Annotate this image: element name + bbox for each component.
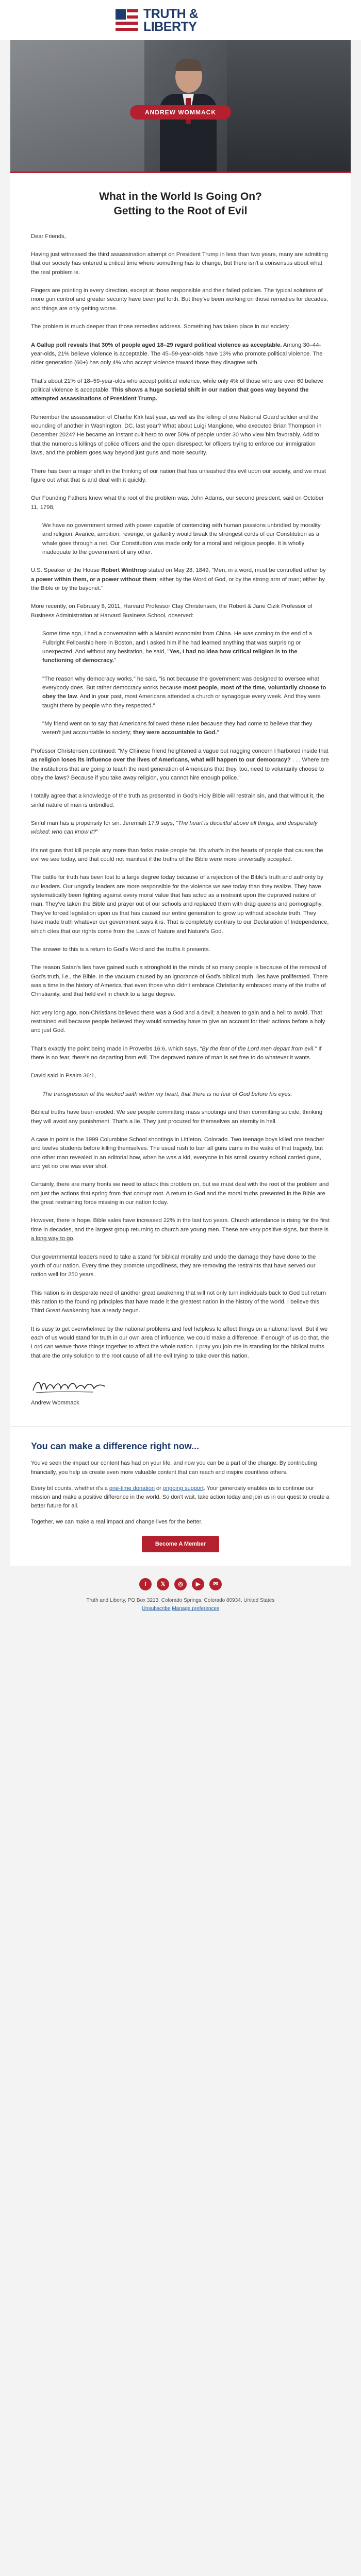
email-icon[interactable]: ✉: [209, 1578, 222, 1590]
truth-and-liberty-logo[interactable]: [116, 6, 245, 35]
flag-icon: [116, 9, 138, 32]
paragraph: David said in Psalm 36:1,: [31, 1073, 96, 1079]
paragraph: Professor Christensen continued: "My Chinese friend heightened a vague but nagging concern I harbored inside that as religion loses its influence over the lives of Americans, what will happen to our democracy? . . . Where are the institutions that are going to teach the next generation of Americans that they, too, need to voluntarily choose to obey the laws? Because if you take away religion, you cannot hire enough police.": [31, 748, 329, 781]
facebook-icon[interactable]: f: [139, 1578, 152, 1590]
logo-line-2: LIBERTY: [143, 20, 197, 34]
paragraph: The answer to this is a return to God's Word and the truths it presents.: [31, 946, 210, 953]
manage-preferences-link[interactable]: Manage preferences: [172, 1605, 220, 1612]
mailing-address: Truth and Liberty, PO Box 3213, Colorado Springs, Colorado 80934, United States: [86, 1597, 275, 1603]
paragraph: Biblical truths have been eroded. We see people committing mass shootings and then committing suicide; thinking they will avoid any punishment. That's a lie. They just procured for themselves an eternity in hell.: [31, 1109, 323, 1125]
become-a-member-button[interactable]: Become A Member: [142, 1536, 219, 1552]
greeting: Dear Friends,: [31, 233, 66, 240]
unsubscribe-link[interactable]: Unsubscribe: [141, 1605, 171, 1612]
speaker-nameplate: [130, 105, 231, 120]
article-title-line-2: Getting to the Root of Evil: [113, 205, 248, 217]
psalm-quote: The transgression of the wicked saith within my heart, that there is no fear of God before his eyes.: [42, 1091, 292, 1097]
paragraph: More recently, on February 8, 2011, Harvard Professor Clay Christensen, the Robert & Jane Cizik Professor of Business Administration at Harvard Business School, observed:: [31, 603, 313, 619]
youtube-icon[interactable]: ▶: [192, 1578, 204, 1590]
christensen-quote-2: "The reason why democracy works," he said, "is not because the government was designed to oversee what everybody does. But rather democracy works because most people, most of the time, voluntarily choose to obey the law. And in your past, most Americans attended a church or synagogue every week. And they were taught there by people who they respected.": [42, 675, 326, 709]
one-time-donation-link[interactable]: one-time donation: [109, 1485, 155, 1492]
paragraph: Certainly, there are many fronts we need to attack this problem on, but we must deal with the root of the problem and not just the actions that spring from that corrupt root. A return to God and the moral truths presented in the Bible are the great restraining force missing in our nation today.: [31, 1181, 329, 1206]
hero-image: [10, 40, 351, 173]
paragraph: U.S. Speaker of the House Robert Winthrop stated on May 28, 1849, "Men, in a word, must be controlled either by a power within them, or a power without them; either by the Word of God, or by the strong arm of man; either by the Bible or by the bayonet.": [31, 567, 326, 592]
adams-quote: We have no government armed with power capable of contending with human passions unbridled by morality and religion. Avarice, ambition, revenge, or gallantry would break the strongest cords of our Constitution as a whale goes through a net. Our Constitution was made only for a moral and religious people. It is wholly inadequate to the government of any other.: [42, 522, 321, 556]
handwritten-signature: [31, 1376, 108, 1396]
paragraph: That's about 21% of 18–59-year-olds who accept political violence, while only 4% of those who are over 60 believe political violence is acceptable. This shows a huge societal shift in our nation that goes way beyond the attempted assassinations of President Trump.: [31, 378, 323, 402]
speaker-name: ANDREW WOMMACK: [145, 109, 216, 116]
paragraph: Sinful man has a propensity for sin. Jeremiah 17:9 says, "The heart is deceitful above all things, and desperately wicked: who can know it?": [31, 820, 318, 836]
paragraph: Fingers are pointing in every direction, except at those responsible and their failed policies. The typical solutions of more gun control and greater security have been put forth. But they've been working on those remedies for decades, and things are only getting worse.: [31, 287, 329, 312]
paragraph: The reason Satan's lies have gained such a stronghold in the minds of so many people is because of the removal of God's truth, i.e., the Bible. In the vacuum caused by an ignorance of God's biblical truth, lies have proliferated. There was a time in the history of America that even those who didn't embrace Christianity embraced many of the truths of Christianity, and that held evil in check to a large degree.: [31, 964, 328, 998]
unsubscribe-row: [10, 1605, 351, 1613]
paragraph: This nation is in desperate need of another great awakening that will not only turn individuals back to God but return this nation to the founding principles that have made it the greatest nation in the history of the world. I believe this Third Great Awakening has already begun.: [31, 1290, 326, 1314]
instagram-icon[interactable]: ◎: [174, 1578, 187, 1590]
paragraph: Not very long ago, non-Christians believed there was a God and a devil; a heaven to gain and a hell to avoid. That restrained evil because people believed they would someday have to give an account for their actions before a holy and just God.: [31, 1009, 325, 1034]
article-body: [10, 173, 351, 1426]
paragraph: A case in point is the 1999 Columbine School shootings in Littleton, Colorado. Two teenage boys killed one teacher and twelve students before killing themselves. The usual rush to ban all guns came in the wake of that tragedy, but one other man revealed in an editorial how, when he was a kid, everyone in his small country school carried guns, and yet no one was ever shot.: [31, 1136, 324, 1170]
paragraph: Remember the assassination of Charlie Kirk last year, as well as the killing of one National Guard soldier and the wounding of another in Washington, DC, last year? What about Luigi Mangione, who executed Brian Thompson in December 2024? He became an instant cult hero to over 50% of people under 30 who view him favorably. Add to that the numerous killings of police officers and the open disrespect for officers trying to enforce our immigration laws, and the problem goes way beyond just guns and more security.: [31, 414, 322, 456]
paragraph: However, there is hope. Bible sales have increased 22% in the last two years. Church attendance is rising for the first time in decades, and the largest group returning to church are young men. These are very positive signs, but there is a long way to go.: [31, 1217, 330, 1242]
gallup-stat: A Gallup poll reveals that 30% of people aged 18–29 regard political violence as acceptable.: [31, 342, 282, 348]
christensen-quote-3: "My friend went on to say that Americans followed these rules because they had come to believe that they weren't just accountable to society; they were accountable to God.": [42, 721, 313, 736]
paragraph: Having just witnessed the third assassination attempt on President Trump in less than two years, many are admitting that our society has entered a critical time where something has to change, but there isn't a consensus about what the real problem is.: [31, 251, 328, 276]
christensen-quote-1: Some time ago, I had a conversation with a Marxist economist from China. He was coming to the end of a Fulbright Fellowship here in Boston, and I asked him if he had learned anything that was surprising or unexpected. And without any hesitation, he said, "Yes, I had no idea how critical religion is to the functioning of democracy.": [42, 631, 312, 664]
x-icon[interactable]: 𝕏: [157, 1578, 169, 1590]
article-title-line-1: What in the World Is Going On?: [99, 191, 262, 202]
societal-shift-statement: This shows a huge societal shift in our nation that goes way beyond the attempted assassinations of President Trump.: [31, 387, 309, 402]
logo-line-1: TRUTH &: [143, 7, 199, 21]
cta-heading: You can make a difference right now...: [31, 1441, 200, 1452]
signature: [31, 1376, 330, 1396]
ongoing-support-link[interactable]: ongoing support: [162, 1485, 204, 1492]
donation-cta: [10, 1426, 351, 1565]
cta-paragraph: You've seen the impact our content has had on your life, and now you can be a part of the change. By contributing financially, you help us create even more valuable content that can reach and inspire countless others.: [31, 1460, 317, 1476]
paragraph: It is easy to get overwhelmed by the national problems and feel helpless to affect things on a national level. But if we each of us would stand for truth in our own area of influence, we could make a difference. If enough of us do that, the Lord can weave those things together to affect the whole nation. I pray you join me in standing for the biblical truths that are the only solution to the root cause of all the evil trying to take over this nation.: [31, 1326, 330, 1359]
paragraph: I totally agree that a knowledge of the truth as presented in God's Holy Bible will restrain sin, and that without it, the sinful nature of man is unbridled.: [31, 793, 324, 808]
cta-paragraph: Every bit counts, whether it's a one-time donation or ongoing support. Your generosity enables us to continue our mission and make a positive difference in the world. So don't wait, take action today and join us in our quest to create a better future for all.: [31, 1485, 330, 1509]
paragraph: The problem is much deeper than those remedies address. Something has taken place in our society.: [31, 324, 290, 330]
paragraph: A Gallup poll reveals that 30% of people aged 18–29 regard political violence as acceptable. Among 30–44-year-olds, 21% believe violence is acceptable. The 45–59-year-olds have 13% who promote political violence. The older generation (60+) has only 4% who accept violence toward those they disagree with.: [31, 342, 323, 366]
paragraph: Our Founding Fathers knew what the root of the problem was. John Adams, our second president, said on October 11, 1798,: [31, 495, 324, 511]
signer-name: Andrew Wommack: [31, 1400, 79, 1406]
paragraph: That's exactly the point being made in Proverbs 16:6, which says, "By the fear of the Lord men depart from evil." If there is no fear, there's no departing from evil. The depraved nature of man is set free to do whatever it wants.: [31, 1045, 322, 1061]
article-title: [31, 190, 330, 219]
paragraph: Our governmental leaders need to take a stand for biblical morality and undo the damage they have done to the youth of our nation. Every time they promote ungodliness, they are removing the restraints that have served our nation well for 250 years.: [31, 1253, 316, 1278]
email-header: [0, 0, 361, 40]
social-links: [10, 1578, 351, 1590]
paragraph: It's not guns that kill people any more than forks make people fat. It's what's in the hearts of people that causes the evil we see today, and that could not manifest if the truths of the Bible were more universally accepted.: [31, 847, 323, 863]
email-footer: [10, 1566, 351, 1631]
cta-paragraph: Together, we can make a real impact and change lives for the better.: [31, 1518, 203, 1525]
paragraph: There has been a major shift in the thinking of our nation that has unleashed this evil upon our society, and we must figure out what that is and deal with it quickly.: [31, 468, 326, 483]
paragraph: The battle for truth has been lost to a large degree today because of a rejection of the Bible's truth and authority by our leaders. Our ungodly leaders are more responsible for the violence we see today than they realize. They have systematically been fighting against every moral value that has acted as a restraint upon the depraved nature of man. They've taken the Bible and prayer out of our schools and replaced them with drag queens and pornography. They've forced legislation upon us that has caused our entire generation to grow up without absolute truth. They have made truth whatever our government says it is. That is completely contrary to our Declaration of Independence, which cites that our rights come from the Laws of Nature and Nature's God.: [31, 874, 329, 935]
